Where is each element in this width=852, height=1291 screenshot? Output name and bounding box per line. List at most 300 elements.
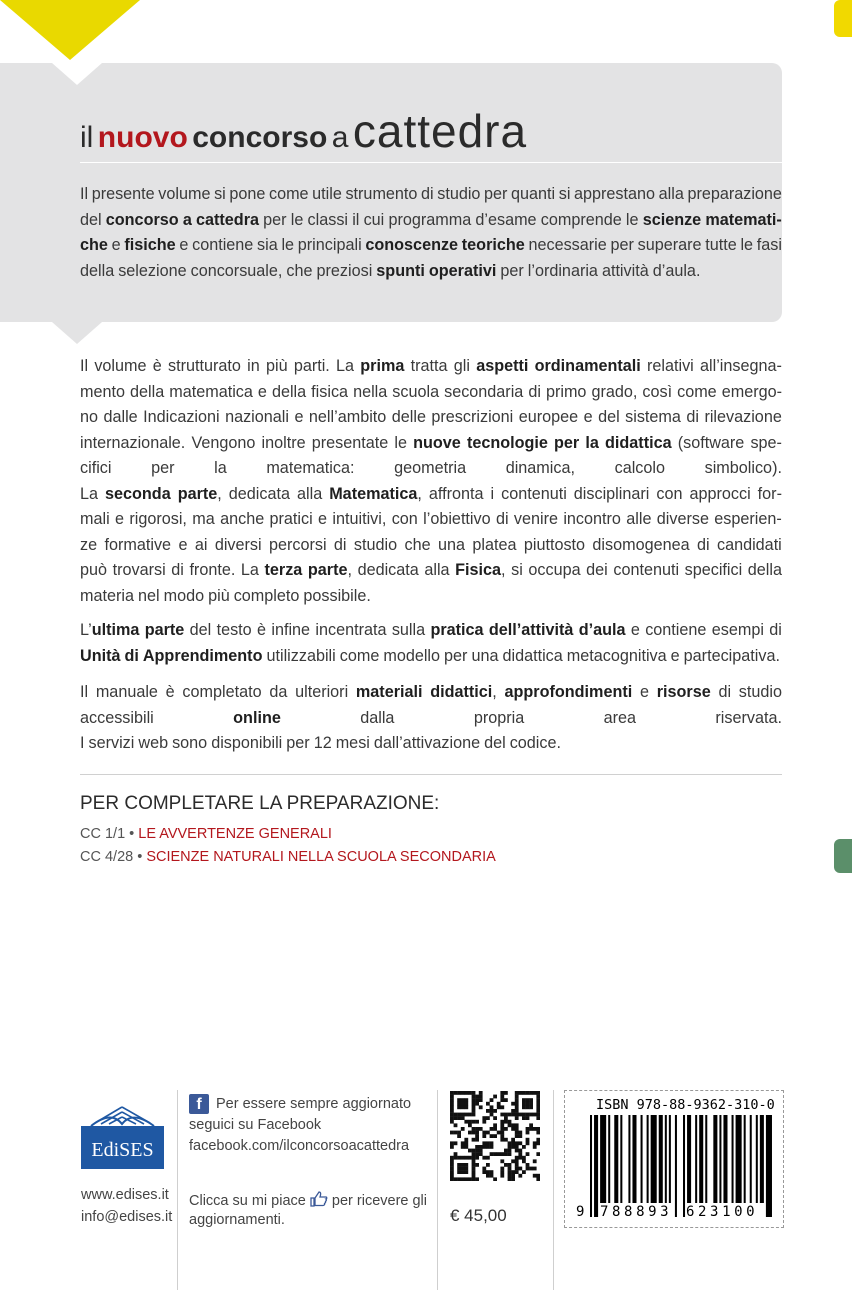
word: [394, 431, 407, 457]
email-link[interactable]: info@edises.it: [81, 1209, 173, 1225]
word: [269, 182, 309, 208]
qr-module: [472, 1109, 476, 1113]
text: calcolo: [614, 459, 665, 477]
text: della: [271, 382, 307, 401]
word: [541, 208, 622, 234]
word: [657, 507, 709, 533]
text: preziosi: [316, 261, 373, 280]
qr-module: [461, 1091, 465, 1095]
word: [358, 558, 419, 584]
text: selezione: [118, 261, 187, 280]
qr-module: [461, 1105, 465, 1109]
text: di: [333, 535, 347, 554]
word: [374, 731, 480, 757]
text: parti.: [293, 357, 330, 375]
bold-text: nuove: [413, 433, 461, 452]
bold-text: di: [124, 646, 139, 665]
bold-text: parte: [177, 484, 218, 503]
qr-module: [490, 1098, 494, 1102]
word: [257, 618, 266, 644]
text: gli: [453, 357, 470, 375]
text-line: [80, 182, 782, 208]
word: [94, 354, 146, 380]
qr-module: [515, 1105, 519, 1109]
text: incontro: [563, 510, 621, 528]
qr-module: [526, 1141, 530, 1145]
qr-module: [500, 1138, 504, 1142]
text: per: [610, 236, 634, 254]
qr-module: [475, 1138, 479, 1142]
text: dalle: [103, 408, 138, 426]
word: [585, 431, 599, 457]
text: mento: [80, 382, 125, 401]
qr-module: [522, 1156, 526, 1160]
barcode-bar: [760, 1115, 764, 1203]
word: [215, 533, 262, 559]
word: [429, 482, 484, 508]
word: [105, 482, 171, 508]
text: Indicazioni: [143, 408, 220, 426]
qr-module: [454, 1141, 458, 1145]
word: [421, 182, 434, 208]
preparation-heading: PER COMPLETARE LA PREPARAZIONE:: [80, 793, 440, 814]
facebook-icon[interactable]: f: [189, 1094, 209, 1114]
bold-text: la: [585, 433, 599, 452]
word: [388, 208, 471, 234]
preparation-item-code: CC 4/28: [80, 849, 134, 865]
qr-module: [518, 1174, 522, 1178]
qr-module: [511, 1141, 515, 1145]
text-line: [80, 507, 782, 533]
qr-module: [526, 1131, 530, 1135]
qr-module: [475, 1145, 479, 1149]
text: La: [336, 357, 355, 375]
website-link[interactable]: www.edises.it: [81, 1187, 169, 1203]
text-line: [80, 533, 782, 559]
text: programma: [388, 210, 472, 229]
bold-text: Apprendimento: [142, 646, 263, 665]
qr-module: [450, 1163, 454, 1167]
qr-module: [515, 1113, 519, 1117]
word: [411, 354, 448, 380]
qr-module: [457, 1091, 461, 1095]
text: per: [444, 646, 468, 665]
qr-module: [511, 1174, 515, 1178]
qr-module: [468, 1149, 472, 1153]
qr-module: [504, 1152, 508, 1156]
barcode-bar: [590, 1115, 592, 1217]
word: [183, 208, 192, 234]
qr-module: [482, 1170, 486, 1174]
text-line: [80, 456, 782, 482]
bold-text: che: [80, 236, 108, 254]
word: [345, 182, 417, 208]
qr-module: [490, 1134, 494, 1138]
text: occupa: [528, 561, 581, 579]
bold-text: dell’attività: [488, 621, 574, 639]
word: [80, 644, 120, 670]
qr-module: [454, 1091, 458, 1095]
qr-module: [472, 1138, 476, 1142]
text: i: [490, 484, 495, 503]
facebook-url-link[interactable]: facebook.com/ilconcorsoacattedra: [189, 1138, 410, 1154]
text: pratici: [269, 510, 313, 528]
qr-module: [475, 1134, 479, 1138]
word: [80, 456, 111, 482]
word: [501, 482, 567, 508]
word: [191, 259, 283, 285]
word: [467, 431, 548, 457]
word: [352, 208, 359, 234]
qr-module: [533, 1127, 537, 1131]
barcode-bar: [695, 1115, 697, 1203]
qr-module: [450, 1091, 454, 1095]
qr-module: [482, 1116, 486, 1120]
bold-text: ultima: [91, 621, 140, 639]
text: necessarie: [528, 236, 607, 254]
section-divider: [80, 774, 782, 775]
text: ma: [192, 510, 215, 528]
qr-module: [450, 1177, 454, 1181]
text: sistema: [625, 408, 681, 426]
qr-module: [461, 1167, 465, 1171]
word: [604, 706, 636, 732]
word: [151, 456, 174, 482]
word: [80, 558, 107, 584]
text: ze: [80, 535, 98, 554]
word: [365, 233, 458, 259]
qr-module: [490, 1141, 494, 1145]
qr-code[interactable]: [450, 1091, 540, 1181]
qr-module: [500, 1123, 504, 1127]
text: concorsuale,: [190, 261, 283, 280]
word: [613, 558, 679, 584]
word: [191, 431, 255, 457]
word: [130, 380, 164, 406]
word: [739, 680, 782, 706]
word: [528, 380, 541, 406]
word: [640, 680, 649, 706]
text: simbolico).: [704, 459, 782, 477]
qr-module: [454, 1123, 458, 1127]
qr-module: [536, 1095, 540, 1099]
like-text-line1: [189, 1191, 427, 1209]
qr-module: [468, 1177, 472, 1181]
text: partecipativa.: [683, 646, 780, 665]
word: [124, 233, 175, 259]
barcode-bar: [614, 1115, 618, 1203]
qr-module: [475, 1131, 479, 1135]
barcode-bar: [659, 1115, 663, 1203]
bold-text: aspetti: [476, 357, 529, 375]
book-icon: [81, 1093, 164, 1139]
qr-module: [508, 1120, 512, 1124]
qr-module: [500, 1113, 504, 1117]
qr-module: [511, 1145, 515, 1149]
text: studio: [437, 185, 481, 203]
qr-module: [461, 1163, 465, 1167]
text: di: [495, 510, 509, 528]
word: [178, 482, 222, 508]
bold-text: matemati-: [705, 210, 782, 229]
text: diversi: [214, 535, 262, 554]
word: [474, 706, 524, 732]
text: contiene: [192, 236, 254, 254]
qr-module: [479, 1098, 483, 1102]
qr-module: [482, 1134, 486, 1138]
qr-module: [472, 1105, 476, 1109]
text: per: [500, 261, 524, 280]
ean-left-group: 788893: [600, 1204, 673, 1220]
word: [263, 208, 286, 234]
text-line: [80, 731, 782, 757]
word: [257, 233, 278, 259]
text: sia: [257, 236, 278, 254]
qr-module: [475, 1149, 479, 1153]
word: [353, 380, 387, 406]
materials-paragraph: [80, 680, 782, 757]
word: [626, 507, 651, 533]
qr-module: [475, 1163, 479, 1167]
text: della: [80, 261, 115, 280]
word: [424, 558, 449, 584]
text-line: [80, 680, 782, 706]
text: contiene: [645, 621, 707, 639]
bold-text: terza: [264, 561, 303, 579]
word: [145, 618, 185, 644]
bold-text: scienze: [642, 210, 702, 229]
qr-module: [479, 1095, 483, 1099]
qr-module: [461, 1102, 465, 1106]
word: [336, 354, 354, 380]
text: studio: [353, 535, 398, 554]
word: [169, 380, 253, 406]
text: materia: [80, 586, 134, 605]
text: internazionale.: [80, 433, 186, 452]
text: dedicata: [357, 561, 419, 579]
word: [502, 644, 562, 670]
word: [546, 380, 586, 406]
word: [748, 558, 782, 584]
word: [471, 644, 498, 670]
text: che: [404, 535, 431, 554]
text: le: [740, 236, 754, 254]
word: [229, 182, 265, 208]
qr-module: [490, 1152, 494, 1156]
word: [334, 533, 347, 559]
qr-module: [450, 1145, 454, 1149]
qr-module: [515, 1098, 519, 1102]
text: esperien-: [714, 510, 782, 528]
word: [687, 182, 782, 208]
word: [266, 644, 335, 670]
barcode-bar: [744, 1115, 746, 1203]
qr-module: [515, 1109, 519, 1113]
text: disomogenea: [592, 535, 690, 554]
qr-module: [457, 1156, 461, 1160]
word: [214, 456, 227, 482]
word: [712, 618, 764, 644]
text: e: [257, 382, 267, 401]
qr-module: [468, 1113, 472, 1117]
qr-module: [508, 1163, 512, 1167]
qr-module: [461, 1113, 465, 1117]
qr-module: [454, 1152, 458, 1156]
text: comprende: [540, 210, 622, 229]
text: del: [484, 734, 506, 752]
qr-module: [457, 1098, 461, 1102]
qr-module: [457, 1105, 461, 1109]
text: per: [484, 185, 508, 203]
barcode-bar: [665, 1115, 667, 1203]
text: studio: [738, 683, 782, 701]
text: Il: [80, 683, 89, 701]
qr-module: [500, 1174, 504, 1178]
word: [678, 431, 745, 457]
qr-module: [526, 1163, 530, 1167]
qr-module: [533, 1145, 537, 1149]
word: [192, 507, 215, 533]
qr-module: [497, 1152, 501, 1156]
preparation-item-separator: •: [133, 849, 147, 865]
text: utilizzabili: [266, 646, 336, 665]
word: [265, 558, 303, 584]
text: all’insegna-: [700, 357, 782, 375]
qr-module: [518, 1091, 522, 1095]
word: [579, 618, 626, 644]
text: strumento: [345, 185, 418, 203]
word: [519, 405, 578, 431]
qr-module: [511, 1123, 515, 1127]
qr-module: [450, 1131, 454, 1135]
text: 12: [313, 734, 332, 752]
qr-module: [464, 1156, 468, 1160]
word: [269, 680, 287, 706]
qr-module: [529, 1105, 533, 1109]
text: si: [214, 185, 226, 203]
text: Il: [80, 185, 89, 203]
qr-module: [536, 1109, 540, 1113]
qr-module: [500, 1170, 504, 1174]
structure-paragraph: [80, 354, 782, 609]
qr-module: [522, 1098, 526, 1102]
text: utile: [312, 185, 342, 203]
qr-module: [511, 1109, 515, 1113]
bold-text: prima: [360, 357, 405, 375]
qr-module: [457, 1131, 461, 1135]
title-word-il: il: [80, 121, 94, 154]
word: [340, 644, 380, 670]
qr-module: [486, 1141, 490, 1145]
text: dall’attivazione: [373, 734, 481, 752]
text: come: [268, 185, 309, 203]
word: [700, 354, 782, 380]
word: [705, 456, 782, 482]
qr-module: [515, 1141, 519, 1145]
text: intuitivi,: [332, 510, 387, 528]
word: [489, 618, 574, 644]
bold-text: concorso: [105, 210, 179, 229]
text: di: [528, 382, 541, 401]
text: più: [208, 586, 230, 605]
word: [505, 680, 633, 706]
text: e: [639, 683, 649, 701]
word: [270, 507, 313, 533]
qr-module: [479, 1145, 483, 1149]
barcode-bar: [713, 1115, 717, 1203]
text: alle: [626, 510, 652, 528]
word: [143, 644, 263, 670]
qr-module: [450, 1102, 454, 1106]
text: alla: [297, 484, 323, 503]
text: completo: [233, 586, 300, 605]
word: [291, 208, 304, 234]
word: [312, 431, 389, 457]
bold-text: parte: [307, 561, 348, 579]
qr-module: [490, 1113, 494, 1117]
qr-module: [461, 1177, 465, 1181]
barcode-bar: [600, 1115, 606, 1203]
text: è: [165, 683, 175, 701]
text: di: [718, 683, 732, 701]
qr-module: [526, 1091, 530, 1095]
qr-module: [522, 1105, 526, 1109]
qr-module: [482, 1156, 486, 1160]
qr-module: [454, 1177, 458, 1181]
word: [592, 533, 689, 559]
barcode-bar: [705, 1115, 707, 1203]
word: [689, 482, 750, 508]
qr-module: [486, 1156, 490, 1160]
qr-module: [472, 1152, 476, 1156]
qr-module: [454, 1113, 458, 1117]
qr-module: [500, 1098, 504, 1102]
text: rilevazione: [704, 408, 782, 426]
qr-module: [482, 1120, 486, 1124]
qr-module: [522, 1091, 526, 1095]
qr-module: [472, 1174, 476, 1178]
qr-module: [482, 1141, 486, 1145]
text: le: [290, 210, 304, 229]
qr-module: [486, 1174, 490, 1178]
qr-module: [493, 1123, 497, 1127]
word: [80, 618, 139, 644]
word: [103, 405, 137, 431]
text: attività: [601, 261, 649, 280]
word: [138, 731, 168, 757]
text: geometria: [394, 459, 467, 477]
text: ,: [417, 484, 422, 503]
qr-module: [472, 1167, 476, 1171]
qr-module: [518, 1167, 522, 1171]
text: spe-: [750, 433, 782, 452]
qr-module: [508, 1177, 512, 1181]
text: quanti: [511, 185, 556, 203]
text: l’ordinaria: [527, 261, 598, 280]
qr-module: [450, 1120, 454, 1124]
text: e: [630, 621, 640, 639]
text-line: [80, 558, 782, 584]
text: metacognitiva: [566, 646, 667, 665]
word: [484, 182, 507, 208]
word: [214, 182, 226, 208]
qr-module: [500, 1095, 504, 1099]
word: [476, 354, 528, 380]
qr-module: [522, 1116, 526, 1120]
like-text-line2: aggiornamenti.: [189, 1212, 285, 1228]
qr-module: [526, 1152, 530, 1156]
word: [332, 507, 386, 533]
